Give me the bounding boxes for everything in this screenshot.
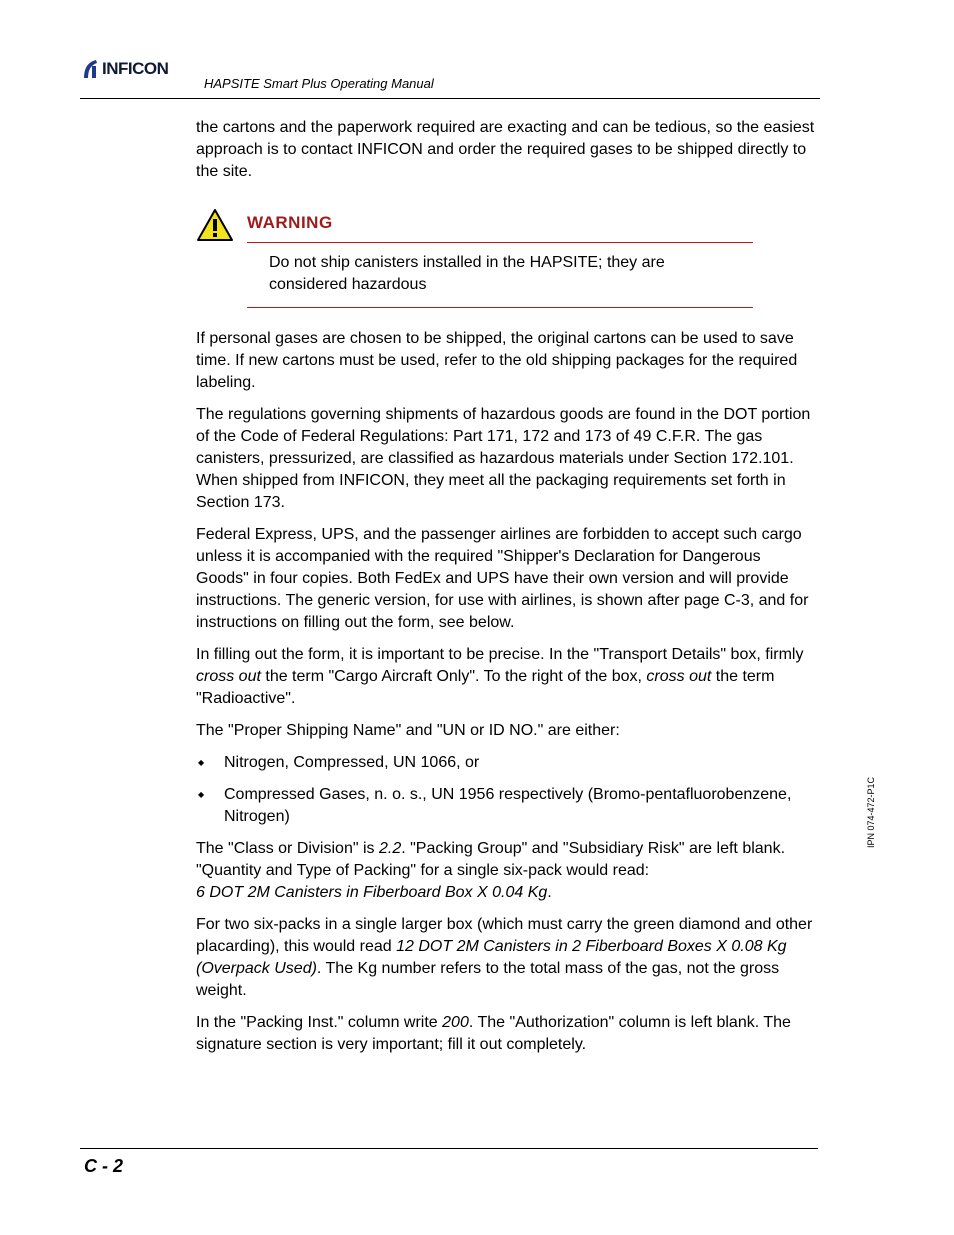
- warning-rule-top: [247, 242, 753, 243]
- paragraph-personal-gases: If personal gases are chosen to be shipped, the original cartons can be used to save time. If new cartons must be used, refer to the old shipping packages for the required labeling.: [196, 330, 798, 391]
- list-item: ◆ Nitrogen, Compressed, UN 1066, or: [196, 752, 816, 774]
- page-number: C - 2: [84, 1156, 124, 1176]
- logo-text: INFICON: [102, 59, 169, 78]
- warning-text: Do not ship canisters installed in the HAPSITE; they are considered hazardous: [269, 254, 665, 293]
- document-code: IPN 074-472-P1C: [866, 776, 876, 848]
- footer-divider: [80, 1148, 818, 1149]
- warning-rule-bottom: [247, 307, 753, 308]
- manual-title: HAPSITE Smart Plus Operating Manual: [204, 76, 434, 91]
- paragraph-packing-inst: In the "Packing Inst." column write 200. The "Authorization" column is left blank. The signature section is very important; fill it out completely.: [196, 1014, 791, 1053]
- body-section: [196, 328, 816, 1066]
- paragraph-filling-form: In filling out the form, it is important to be precise. In the "Transport Details" box, firmly cross out the term "Cargo Aircraft Only". To the right of the box, cross out the term "Radioactive".: [196, 646, 804, 707]
- paragraph-regulations: The regulations governing shipments of hazardous goods are found in the DOT portion of the Code of Federal Regulations: Part 171, 172 and 173 of 49 C.F.R. The gas canisters, pressurized, are classified as hazardous materials under Section 172.101. When shipped from INFICON, they meet all the packaging requirements set forth in Section 173.: [196, 406, 811, 511]
- header-divider: [80, 98, 820, 99]
- paragraph-carriers: Federal Express, UPS, and the passenger airlines are forbidden to accept such cargo unless it is accompanied with the required "Shipper's Declaration for Dangerous Goods" in four copies. Both FedEx and UPS have their own version and will provide instructions. The generic version, for use with airlines, is shown after page C-3, and for instructions on filling out the form, see below.: [196, 526, 809, 631]
- paragraph-shipping-name: The "Proper Shipping Name" and "UN or ID NO." are either:: [196, 722, 620, 739]
- list-item: ◆ Compressed Gases, n. o. s., UN 1956 respectively (Bromo-pentafluorobenzene, Nitrogen): [196, 784, 816, 828]
- inficon-logo: [80, 58, 168, 80]
- intro-section: [196, 117, 816, 193]
- intro-paragraph: the cartons and the paperwork required are exacting and can be tedious, so the easiest approach is to contact INFICON and order the required gases to be shipped directly to the site.: [196, 119, 815, 180]
- warning-title: WARNING: [247, 213, 333, 232]
- paragraph-two-six-packs: For two six-packs in a single larger box (which must carry the green diamond and other placarding), this would read 12 DOT 2M Canisters in 2 Fiberboard Boxes X 0.08 Kg (Overpack Used). The Kg number refers to the total mass of the gas, not the gross weight.: [196, 916, 813, 999]
- paragraph-class-division: The "Class or Division" is 2.2. "Packing Group" and "Subsidiary Risk" are left blank. "Quantity and Type of Packing" for a single six-pack would read: 6 DOT 2M Canisters in Fiberboard Box X 0.04 Kg.: [196, 840, 786, 901]
- inficon-logo-icon: [80, 58, 100, 80]
- warning-triangle-icon: [196, 208, 234, 242]
